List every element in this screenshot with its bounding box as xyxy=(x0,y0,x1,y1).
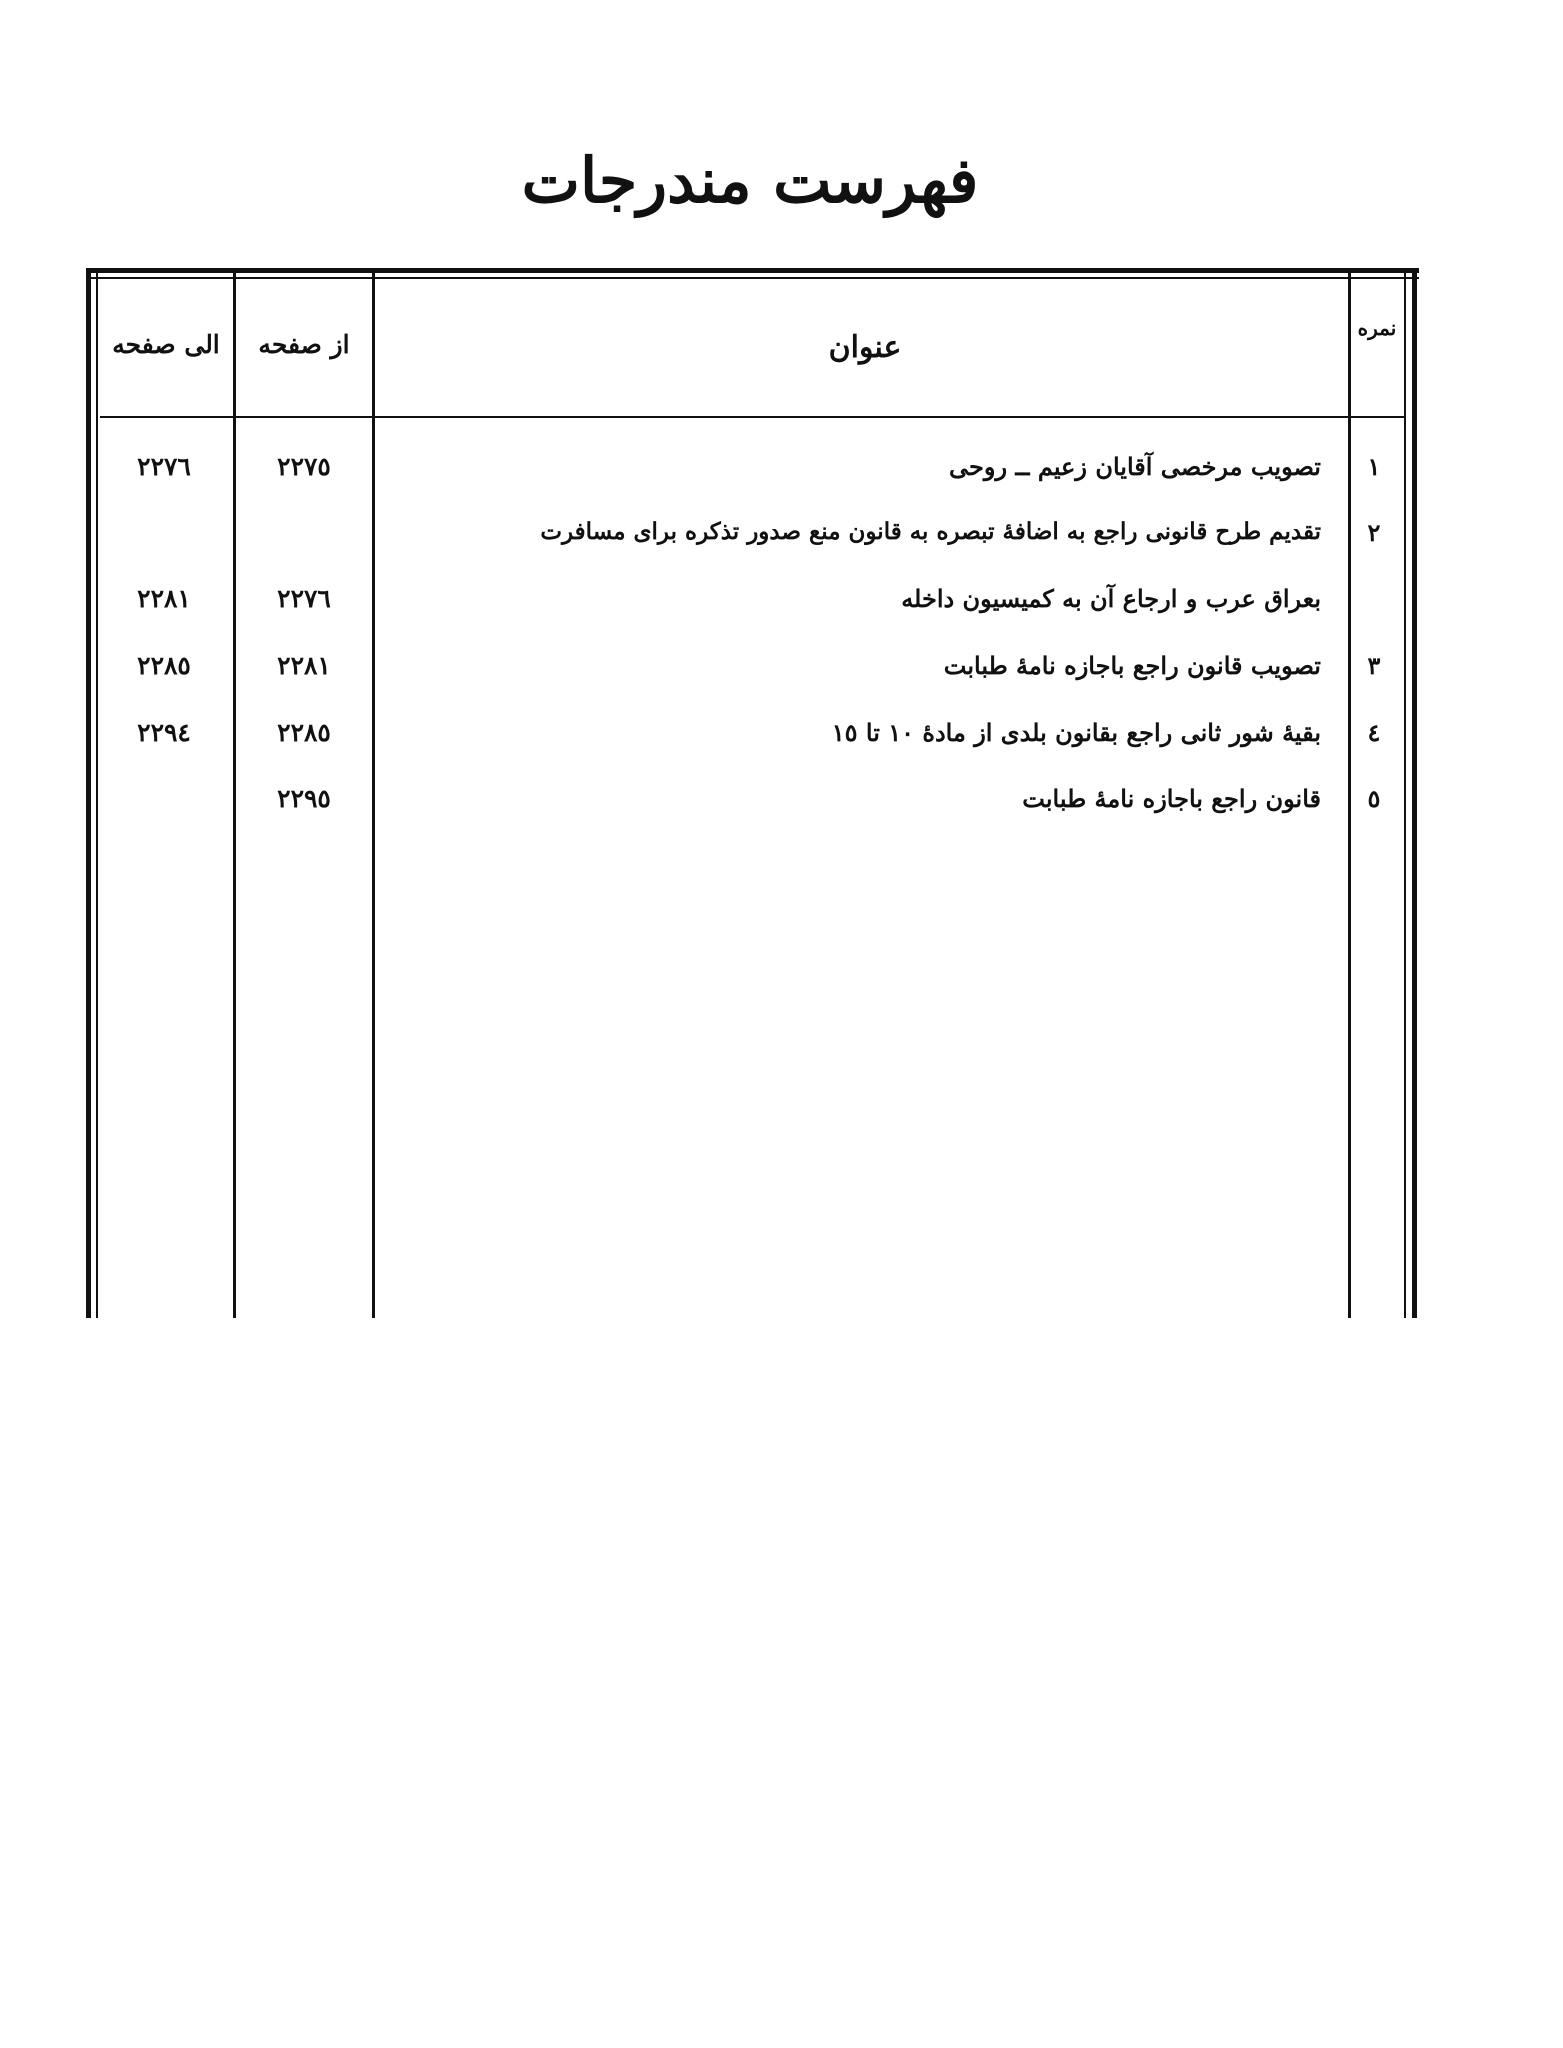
right-border-thin xyxy=(1404,268,1406,1318)
top-rule-thin xyxy=(86,277,1419,279)
column-header-from-page: از صفحه xyxy=(258,330,350,359)
row-to-page: ٢٢٩٤ xyxy=(137,718,191,747)
col-sep-to-from xyxy=(233,268,236,1318)
row-number: ٤ xyxy=(1367,718,1381,747)
row-number: ٣ xyxy=(1367,651,1381,680)
header-rule xyxy=(100,416,1405,418)
column-header-number: نمره xyxy=(1357,316,1397,340)
col-sep-from-subject xyxy=(372,268,375,1318)
row-subject: تصویب قانون راجع باجازه نامهٔ طبابت xyxy=(943,651,1321,680)
row-from-page: ٢٢٨٥ xyxy=(277,718,331,747)
col-sep-subject-num xyxy=(1348,268,1351,1318)
row-subject: قانون راجع باجازه نامهٔ طبابت xyxy=(1022,784,1321,813)
page-title: فهرست مندرجات xyxy=(521,144,979,217)
row-subject: تقدیم طرح قانونی راجع به اضافهٔ تبصره به قانون منع صدور تذکره برای مسافرت xyxy=(540,518,1321,545)
right-border xyxy=(1412,268,1417,1318)
column-header-to-page: الی صفحه xyxy=(112,330,220,359)
row-number: ٢ xyxy=(1367,518,1381,547)
row-to-page: ٢٢٧٦ xyxy=(137,452,191,481)
row-number: ١ xyxy=(1367,452,1381,481)
row-from-page: ٢٢٩٥ xyxy=(277,784,331,813)
row-subject: بقیهٔ شور ثانی راجع بقانون بلدی از مادهٔ ١٠ تا ١٥ xyxy=(831,718,1321,747)
row-subject-continued: بعراق عرب و ارجاع آن به کمیسیون داخله xyxy=(901,584,1321,613)
row-from-page: ٢٢٨١ xyxy=(277,651,331,680)
row-to-page: ٢٢٨١ xyxy=(137,584,191,613)
row-to-page: ٢٢٨٥ xyxy=(137,651,191,680)
row-from-page: ٢٢٧٥ xyxy=(277,452,331,481)
row-subject: تصویب مرخصی آقایان زعیم ــ روحی xyxy=(949,452,1321,481)
row-number: ٥ xyxy=(1367,784,1381,813)
column-header-subject: عنوان xyxy=(828,330,902,365)
top-rule xyxy=(86,268,1419,273)
left-border-thin xyxy=(96,268,98,1318)
row-from-page: ٢٢٧٦ xyxy=(277,584,331,613)
left-border xyxy=(86,268,91,1318)
